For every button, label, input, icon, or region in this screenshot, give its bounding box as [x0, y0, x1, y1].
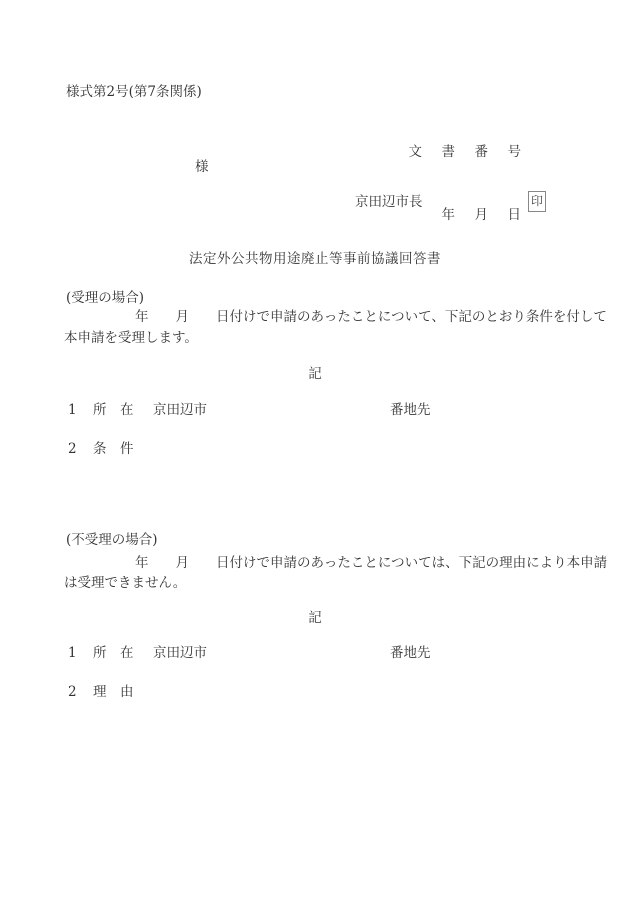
item-suffix: 番地先 — [390, 402, 431, 418]
document-title: 法定外公共物用途廃止等事前協議回答書 — [189, 251, 441, 267]
document-number-label: 文 書 番 号 — [408, 144, 524, 160]
item-row-conditions — [0, 441, 630, 457]
section-rejection-body-line1: 年 月 日付けで申請のあったことについては、下記の理由により本申請 — [135, 555, 608, 571]
item-value: 京田辺市 — [153, 402, 207, 418]
item-value: 京田辺市 — [153, 645, 207, 661]
section-rejection-body-line2: は受理できません。 — [64, 575, 187, 591]
item-label: 所 在 — [93, 402, 134, 418]
item-suffix: 番地先 — [390, 645, 431, 661]
form-id: 様式第2号(第7条関係) — [66, 84, 202, 100]
item-row-location — [0, 645, 630, 661]
record-marker: 記 — [308, 610, 322, 626]
document-number-block — [409, 100, 525, 268]
section-rejection-heading: (不受理の場合) — [66, 532, 158, 548]
item-label: 所 在 — [93, 645, 134, 661]
item-number: 1 — [68, 645, 77, 661]
date-label: 年 月 日 — [441, 207, 524, 223]
item-number: 2 — [68, 684, 77, 700]
item-label: 条 件 — [93, 441, 134, 457]
section-acceptance-body-line1: 年 月 日付けで申請のあったことについて、下記のとおり条件を付して — [135, 309, 607, 325]
section-acceptance-body-line2: 本申請を受理します。 — [64, 330, 198, 346]
item-row-reason — [0, 684, 630, 700]
seal-stamp: 印 — [528, 191, 546, 212]
item-number: 1 — [68, 402, 77, 418]
addressee-suffix: 様 — [195, 159, 209, 175]
item-label: 理 由 — [93, 684, 134, 700]
record-marker: 記 — [308, 366, 322, 382]
item-row-location — [0, 402, 630, 418]
item-number: 2 — [68, 441, 77, 457]
section-acceptance-heading: (受理の場合) — [66, 290, 145, 306]
sender-title: 京田辺市長 — [355, 194, 423, 210]
